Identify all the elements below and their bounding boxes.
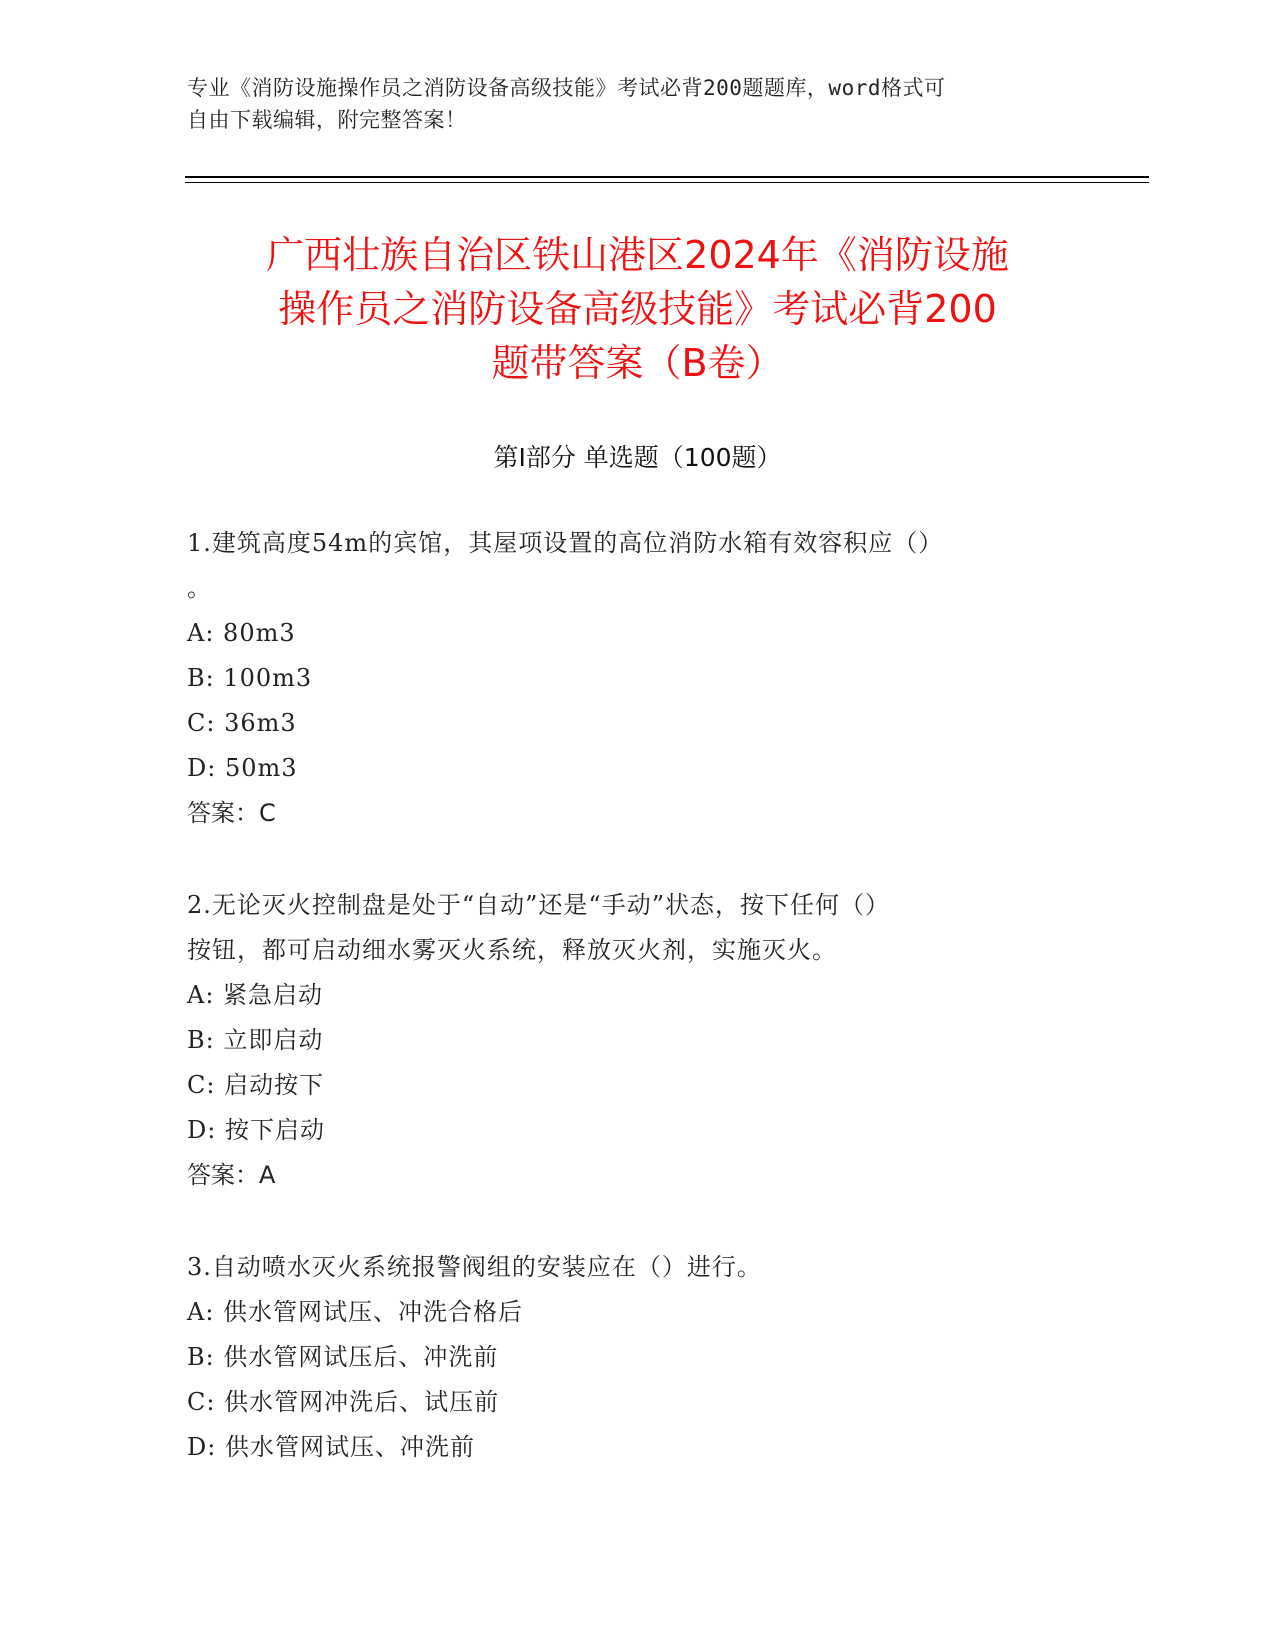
- option-b: B: 100m3: [187, 664, 313, 692]
- question-3: [187, 1245, 1087, 1470]
- option-c: C: 启动按下: [187, 1071, 325, 1099]
- header-divider-thick: [185, 176, 1149, 178]
- answer: 答案：C: [187, 799, 276, 827]
- header-note-line-2: 自由下载编辑，附完整答案！: [187, 108, 467, 132]
- question-stem: 1.建筑高度54m的宾馆，其屋项设置的高位消防水箱有效容积应（）: [187, 529, 944, 557]
- option-d: D: 50m3: [187, 754, 298, 782]
- option-a: A: 供水管网试压、冲洗合格后: [187, 1298, 524, 1326]
- question-1: [187, 521, 1087, 836]
- document-title-line-3: 题带答案（B卷）: [491, 341, 784, 385]
- document-title-line-1: 广西壮族自治区铁山港区2024年《消防设施: [266, 233, 1009, 277]
- question-stem: 3.自动喷水灭火系统报警阀组的安装应在（）进行。: [187, 1253, 762, 1281]
- header-note-line-1: 专业《消防设施操作员之消防设备高级技能》考试必背200题题库，word格式可: [187, 76, 946, 100]
- option-a: A: 80m3: [187, 619, 296, 647]
- option-a: A: 紧急启动: [187, 981, 324, 1009]
- question-stem-continued: 。: [187, 574, 212, 602]
- option-d: D: 按下启动: [187, 1116, 325, 1144]
- header-note: [187, 72, 1087, 136]
- option-b: B: 立即启动: [187, 1026, 324, 1054]
- document-title: [150, 228, 1125, 390]
- question-2: [187, 883, 1087, 1198]
- header-divider-thin: [185, 182, 1149, 183]
- section-heading: 第Ⅰ部分 单选题（100题）: [493, 443, 782, 472]
- option-d: D: 供水管网试压、冲洗前: [187, 1433, 475, 1461]
- question-stem-continued: 按钮，都可启动细水雾灭火系统，释放灭火剂，实施灭火。: [187, 936, 837, 964]
- document-title-line-2: 操作员之消防设备高级技能》考试必背200: [278, 287, 997, 331]
- option-c: C: 供水管网冲洗后、试压前: [187, 1388, 500, 1416]
- answer: 答案：A: [187, 1161, 276, 1189]
- option-b: B: 供水管网试压后、冲洗前: [187, 1343, 499, 1371]
- question-stem: 2.无论灭火控制盘是处于“自动”还是“手动”状态，按下任何（）: [187, 891, 890, 919]
- option-c: C: 36m3: [187, 709, 297, 737]
